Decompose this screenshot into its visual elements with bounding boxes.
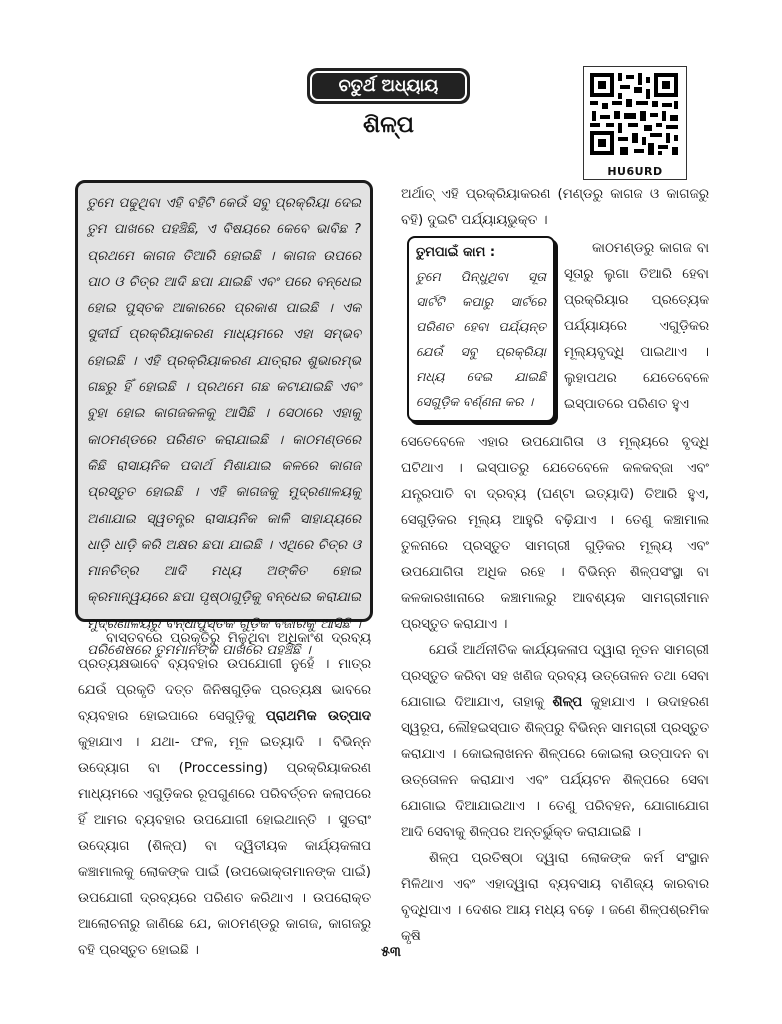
right-paragraph-1: ସେତେବେଳେ ଏହାର ଉପଯୋଗିତା ଓ ମୂଲ୍ୟରେ ବୃଦ୍ଧି ଘଟିଥାଏ । ଇସ୍ପାତରୁ ଯେତେବେଳେ କଳକବ୍ଜା ଏବଂ ଯନ୍ତ୍ରପାତି ବା ଦ୍ରବ୍ୟ (ଘଣ୍ଟା ଇତ୍ୟାଦି) ତିଆରି ହୁଏ, ସେଗୁଡ଼ିକର ମୂଲ୍ୟ ଆହୁରି ବଢ଼ିଯାଏ । ତେଣୁ କଞ୍ଚାମାଲ ତୁଳନାରେ ପ୍ରସ୍ତୁତ ସାମଗ୍ରୀ ଗୁଡ଼ିକର ମୂଲ୍ୟ ଏବଂ ଉପଯୋଗିତା ଅଧିକ ରହେ । ବିଭିନ୍ନ ଶିଳ୍ପସଂସ୍ଥା ବା କଳକାରଖାନାରେ କଞ୍ଚାମାଲରୁ ଆବଶ୍ୟକ ସାମଗ୍ରୀମାନ ପ୍ରସ୍ତୁତ କରାଯାଏ । — [401, 435, 709, 632]
intro-text: ତୁମେ ପଢୁଥିବା ଏହି ବହିଟି କେଉଁ ସବୁ ପ୍ରକ୍ରିୟା ଦେଇ ତୁମ ପାଖରେ ପହଞ୍ଚିଛି, ଏ ବିଷୟରେ କେବେ ଭାବିଛ ? ପ୍ରଥମେ କାଗଜ ତିଆରି ହୋଇଛି । କାଗଜ ଉପରେ ପାଠ ଓ ଚିତ୍ର ଆଦି ଛପା ଯାଇଛି ଏବଂ ପରେ ବନ୍ଧେଇ ହୋଇ ପୁସ୍ତକ ଆକାରରେ ପ୍ରକାଶ ପାଇଛି । ଏକ ସୁଦୀର୍ଘ ପ୍ରକ୍ରିୟାକରଣ ମାଧ୍ୟମରେ ଏହା ସମ୍ଭବ ହୋଇଛି । ଏହି ପ୍ରକ୍ରିୟାକରଣ ଯାତ୍ରାର ଶୁଭାରମ୍ଭ ଗଛରୁ ହିଁ ହୋଇଛି । ପ୍ରଥମେ ଗଛ କଟାଯାଇଛି ଏବଂ ବୁହା ହୋଇ କାଗଜକଳକୁ ଆସିଛି । ସେଠାରେ ଏହାକୁ କାଠମଣ୍ଡରେ ପରିଣତ କରାଯାଇଛି । କାଠମଣ୍ଡରେ କିଛି ରାସାୟନିକ ପଦାର୍ଥ ମିଶାଯାଇ କଳରେ କାଗଜ ପ୍ରସ୍ତୁତ ହୋଇଛି । ଏହି କାଗଜକୁ ମୁଦ୍ରଣାଳୟକୁ ଅଣାଯାଇ ସ୍ୱତନ୍ତ୍ର ରାସାୟନିକ କାଳି ସାହାଯ୍ୟରେ ଧାଡ଼ି ଧାଡ଼ି କରି ଅକ୍ଷର ଛପା ଯାଇଛି । ଏଥିରେ ଚିତ୍ର ଓ ମାନଚିତ୍ର ଆଦି ମଧ୍ୟ ଅଙ୍କିତ ହୋଇ କ୍ରମାନ୍ୱୟରେ ଛପା ପୃଷ୍ଠାଗୁଡ଼ିକୁ ବନ୍ଧେଇ କରାଯାଇ ମୁଦ୍ରଣାଳୟରୁ ବନ୍ଧାପୁସ୍ତକ ଗୁଡ଼ିକ ବଜାରକୁ ଆସିଛି । ପରିଶେଷରେ ତୁମମାନଙ୍କ ପାଖରେ ପହଞ୍ଚିଛି । — [87, 196, 361, 659]
right-paragraph-3: ଶିଳ୍ପ ପ୍ରତିଷ୍ଠା ଦ୍ୱାରା ଲୋକଙ୍କ କର୍ମ ସଂସ୍ଥାନ ମିଳିଥାଏ ଏବଂ ଏହାଦ୍ୱାରା ବ୍ୟବସାୟ ବାଣିଜ୍ୟ କାରବାର ବୃଦ୍ଧିପାଏ । ଦେଶର ଆୟ ମଧ୍ୟ ବଢ଼େ । ଜଣେ ଶିଳ୍ପଶ୍ରମିକ କୃଷି — [401, 851, 709, 944]
right-top-paragraph: ଅର୍ଥାତ୍ ଏହି ପ୍ରକ୍ରିୟାକରଣ (ମଣ୍ଡରୁ କାଗଜ ଓ କାଗଜରୁ ବହି) ଦୁଇଟି ପର୍ଯ୍ୟାୟଭୁକ୍ତ । — [401, 187, 709, 228]
industry-term: ଶିଳ୍ପ — [552, 695, 583, 710]
activity-body: ତୁମେ ପିନ୍ଧୁଥିବା ସୂତା ସାର୍ଟଟି କପାରୁ ସାର୍ଟରେ ପରିଣତ ହେବା ପର୍ଯ୍ୟନ୍ତ ଯେଉଁ ସବୁ ପ୍ରକ୍ରିୟା ମଧ୍ୟ ଦେଇ ଯାଇଛି ସେଗୁଡ଼ିକ ବର୍ଣ୍ଣନା କର । — [416, 269, 546, 409]
chapter-label: ଚତୁର୍ଥ ଅଧ୍ୟାୟ — [310, 71, 467, 101]
qr-code[interactable] — [583, 66, 687, 180]
right-paragraph-2-part1: ଯେଉଁ ଆର୍ଥନୀତିକ କାର୍ଯ୍ୟକଳାପ ଦ୍ୱାରା ନୂତନ ସାମଗ୍ରୀ ପ୍ରସ୍ତୁତ କରିବା ସହ ଖଣିଜ ଦ୍ରବ୍ୟ ଉତ୍ତୋଳନ ତଥା ସେବା ଯୋଗାଇ ଦିଆଯାଏ, ତାହାକୁ — [401, 643, 709, 710]
chapter-title: ଶିଳ୍ପ — [363, 112, 414, 138]
right-paragraph-2 — [401, 638, 709, 846]
left-paragraph-part2: କୁହାଯାଏ । ଯଥା- ଫଳ, ମୂଳ ଇତ୍ୟାଦି । ବିଭିନ୍ନ ଉଦ୍ୟୋଗ ବା (Proccessing) ପ୍ରକ୍ରିୟାକରଣ ମାଧ୍ୟମରେ ଏଗୁଡ଼ିକର ରୂପଗୁଣରେ ପରିବର୍ତ୍ତନ କଲାପରେ ହିଁ ଆମର ବ୍ୟବହାର ଉପଯୋଗୀ ହୋଇଥାନ୍ତି । ସୁତରାଂ ଉଦ୍ୟୋଗ (ଶିଳ୍ପ) ବା ଦ୍ୱିତୀୟକ କାର୍ଯ୍ୟକଳାପ କଞ୍ଚାମାଲକୁ ଲୋକଙ୍କ ପାଇଁ (ଉପଭୋକ୍ତାମାନଙ୍କ ପାଇଁ) ଉପଯୋଗୀ ଦ୍ରବ୍ୟରେ ପରିଣତ କରିଥାଏ । ଉପରୋକ୍ତ ଆଲୋଚନାରୁ ଜାଣିଛେ ଯେ, କାଠମଣ୍ଡରୁ କାଗଜ, କାଗଜରୁ ବହି ପ୍ରସ୍ତୁତ ହୋଇଛି । — [78, 735, 371, 958]
qr-code-label: HU6URD — [607, 165, 663, 178]
right-paragraph-2-part2: କୁହାଯାଏ । ଉଦାହରଣ ସ୍ୱରୂପ, ଲୌହଇସ୍ପାତ ଶିଳ୍ପରୁ ବିଭିନ୍ନ ସାମଗ୍ରୀ ପ୍ରସ୍ତୁତ କରାଯାଏ । କୋଇଲାଖନନ ଶିଳ୍ପରେ କୋଇଲା ଉତ୍ପାଦନ ବା ଉତ୍ତୋଳନ କରାଯାଏ ଏବଂ ପର୍ଯ୍ୟଟନ ଶିଳ୍ପରେ ସେବା ଯୋଗାଇ ଦିଆଯାଇଥାଏ । ତେଣୁ ପରିବହନ, ଯୋଗାଯୋଗ ଆଦି ସେବାକୁ ଶିଳ୍ପର ଅନ୍ତର୍ଭୁକ୍ତ କରାଯାଇଛି । — [401, 695, 710, 840]
right-side-paragraph: କାଠମଣ୍ଡରୁ କାଗଜ ବା ସୂତାରୁ ଲୁଗା ତିଆରି ହେବା ପ୍ରକ୍ରିୟାର ପ୍ରତ୍ୟେକ ପର୍ଯ୍ୟାୟରେ ଏଗୁଡ଼ିକର ମୂଲ୍ୟବୃଦ୍ଧି ପାଇଥାଏ । ଲୁହାପଥର ଯେତେବେଳେ ଇସ୍ପାତରେ ପରିଣତ ହୁଏ — [564, 241, 709, 412]
activity-heading: ତୁମପାଇଁ କାମ : — [416, 245, 496, 260]
activity-box — [407, 236, 555, 422]
right-main-column — [401, 430, 709, 950]
right-top-text — [401, 182, 709, 234]
left-paragraph-part1: ବାସ୍ତବରେ ପ୍ରକୃତିରୁ ମିଳୁଥିବା ଅଧିକାଂଶ ଦ୍ରବ୍ୟ ପ୍ରତ୍ୟକ୍ଷଭାବେ ବ୍ୟବହାର ଉପଯୋଗୀ ନୁହେଁ । ମାତ୍ର ଯେଉଁ ପ୍ରକୃତି ଦତ୍ତ ଜିନିଷଗୁଡ଼ିକ ପ୍ରତ୍ୟକ୍ଷ ଭାବରେ ବ୍ୟବହାର ହୋଇପାରେ ସେଗୁଡ଼ିକୁ — [78, 631, 371, 724]
right-side-text — [564, 236, 709, 418]
page-number: ୫୩ — [381, 944, 401, 960]
primary-product-term: ପ୍ରାଥମିକ ଉତ୍ପାଦ — [265, 709, 371, 724]
chapter-label-box — [307, 68, 470, 104]
intro-box — [75, 180, 373, 659]
qr-code-icon — [588, 71, 680, 157]
left-column — [78, 626, 371, 964]
left-paragraph — [78, 626, 371, 964]
